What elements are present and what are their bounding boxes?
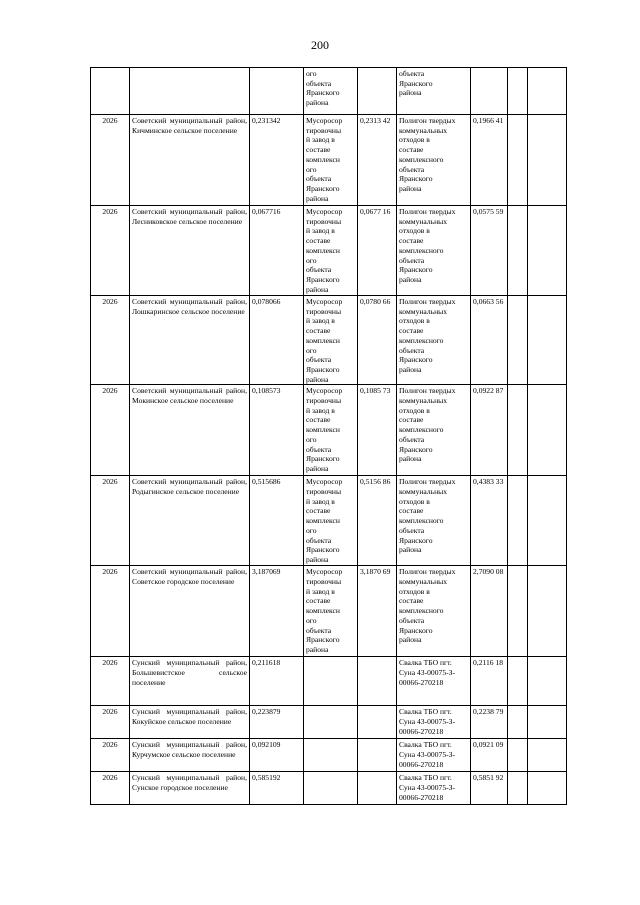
waste-flow-table	[90, 67, 567, 805]
empty-cell	[528, 706, 567, 739]
cell-line: комплексного	[399, 335, 444, 345]
cell-line: Суна 43-00075-З-	[399, 717, 455, 727]
cell-line: объекта	[306, 535, 332, 545]
year-cell: 2026	[91, 206, 130, 296]
cell-line: комплексн	[306, 154, 340, 164]
destination-cell	[397, 68, 471, 115]
cell-line: составе	[399, 596, 424, 606]
cell-line: Яранского	[306, 183, 340, 193]
cell-line: района	[399, 88, 422, 98]
empty-cell	[508, 68, 528, 115]
cell-line: объекта	[306, 78, 332, 88]
destination-cell	[397, 739, 471, 772]
cell-line: Яранского	[306, 635, 340, 645]
cell-line: комплексн	[306, 245, 340, 255]
cell-line: Мусоросор	[306, 567, 343, 577]
volume-cell: 0,078066	[250, 296, 304, 385]
cell-line: тировочны	[306, 216, 342, 226]
cell-line: ого	[306, 69, 317, 78]
table-row	[91, 706, 567, 739]
cell-line: коммунальных	[399, 396, 448, 406]
cell-line: составе	[399, 145, 424, 155]
empty-cell	[528, 476, 567, 566]
cell-line: Яранского	[399, 535, 433, 545]
cell-line: комплексного	[399, 245, 444, 255]
facility-cell	[304, 385, 358, 476]
year-cell: 2026	[91, 772, 130, 805]
cell-line: Мусоросор	[306, 477, 343, 487]
cell-line: составе	[306, 506, 331, 516]
cell-line: комплексного	[399, 154, 444, 164]
year-cell: 2026	[91, 657, 130, 706]
territory-cell: Сунский муниципальный район, Сунское городское поселение	[130, 772, 250, 805]
cell-line: тировочны	[306, 487, 342, 497]
territory-cell: Советский муниципальный район, Кичминское сельское поселение	[130, 115, 250, 206]
cell-line: составе	[306, 236, 331, 246]
cell-line: Свалка ТБО пгт.	[399, 707, 452, 717]
cell-line: Суна 43-00075-З-	[399, 750, 455, 760]
cell-line: Полигон твердых	[399, 297, 456, 306]
volume-cell: 0,067716	[250, 206, 304, 296]
cell-line: Яранского	[306, 88, 340, 98]
processed-volume-cell	[358, 68, 397, 115]
cell-line: Яранского	[306, 454, 340, 464]
territory-cell: Сунский муниципальный район, Кокуйское сельское поселение	[130, 706, 250, 739]
cell-line: составе	[399, 236, 424, 246]
cell-line: Свалка ТБО пгт.	[399, 773, 452, 783]
cell-line: комплексн	[306, 516, 340, 526]
cell-line: составе	[306, 596, 331, 606]
cell-line: отходов в	[399, 226, 430, 236]
cell-line: Полигон твердых	[399, 116, 456, 125]
volume-cell: 0,092109	[250, 739, 304, 772]
disposed-volume-cell: 0,0922 87	[471, 385, 508, 476]
cell-line: объекта	[306, 355, 332, 365]
cell-line: комплексн	[306, 335, 340, 345]
empty-cell	[508, 206, 528, 296]
empty-cell	[528, 657, 567, 706]
cell-line: района	[306, 374, 329, 384]
destination-cell	[397, 706, 471, 739]
cell-line: объекта	[399, 434, 425, 444]
territory-cell: Советский муниципальный район, Лошкаринское сельское поселение	[130, 296, 250, 385]
cell-line: объекта	[306, 625, 332, 635]
cell-line: Полигон твердых	[399, 207, 456, 216]
table-row	[91, 772, 567, 805]
territory-cell: Сунский муниципальный район, Большевистское сельское поселение	[130, 657, 250, 706]
cell-line: коммунальных	[399, 306, 448, 316]
cell-line: Яранского	[399, 174, 433, 184]
cell-line: составе	[306, 415, 331, 425]
facility-cell	[304, 68, 358, 115]
facility-cell	[304, 706, 358, 739]
continuation-row	[91, 68, 567, 115]
cell-line: Яранского	[306, 545, 340, 555]
disposed-volume-cell: 2,7090 08	[471, 566, 508, 657]
cell-line: района	[399, 635, 422, 645]
cell-line: Яранского	[399, 355, 433, 365]
cell-line: коммунальных	[399, 487, 448, 497]
empty-cell	[508, 385, 528, 476]
cell-line: комплексн	[306, 425, 340, 435]
territory-cell: Советский муниципальный район, Советское городское поселение	[130, 566, 250, 657]
territory-cell: Советский муниципальный район, Родыгинское сельское поселение	[130, 476, 250, 566]
cell-line: Свалка ТБО пгт.	[399, 740, 452, 750]
disposed-volume-cell: 0,0575 59	[471, 206, 508, 296]
disposed-volume-cell	[471, 68, 508, 115]
cell-line: й завод в	[306, 316, 335, 326]
empty-cell	[528, 772, 567, 805]
table-row	[91, 115, 567, 206]
cell-line: Мусоросор	[306, 297, 343, 306]
cell-line: составе	[399, 506, 424, 516]
empty-cell	[508, 476, 528, 566]
disposed-volume-cell: 0,1966 41	[471, 115, 508, 206]
year-cell: 2026	[91, 706, 130, 739]
cell-line: ого	[306, 525, 317, 535]
cell-line: отходов в	[399, 496, 430, 506]
year-cell: 2026	[91, 566, 130, 657]
cell-line: комплексного	[399, 425, 444, 435]
cell-line: Яранского	[399, 78, 433, 88]
empty-cell	[508, 566, 528, 657]
table-body	[91, 68, 567, 805]
cell-line: отходов в	[399, 135, 430, 145]
volume-cell	[250, 68, 304, 115]
cell-line: объекта	[399, 255, 425, 265]
destination-cell	[397, 296, 471, 385]
cell-line: Яранского	[306, 274, 340, 284]
cell-line: отходов в	[399, 405, 430, 415]
empty-cell	[528, 68, 567, 115]
cell-line: района	[306, 554, 329, 564]
territory-cell: Сунский муниципальный район, Курчумское сельское поселение	[130, 739, 250, 772]
page-number: 200	[311, 38, 329, 52]
cell-line: тировочны	[306, 577, 342, 587]
cell-line: составе	[399, 415, 424, 425]
empty-cell	[508, 772, 528, 805]
processed-volume-cell	[358, 739, 397, 772]
territory-cell: Советский муниципальный район, Мокинское сельское поселение	[130, 385, 250, 476]
facility-cell	[304, 772, 358, 805]
cell-line: ого	[306, 164, 317, 174]
cell-line: Свалка ТБО пгт.	[399, 658, 452, 668]
disposed-volume-cell: 0,0663 56	[471, 296, 508, 385]
cell-line: комплексного	[399, 516, 444, 526]
volume-cell: 3,187069	[250, 566, 304, 657]
disposed-volume-cell: 0,2238 79	[471, 706, 508, 739]
year-cell: 2026	[91, 115, 130, 206]
cell-line: 00066-270218	[399, 792, 444, 802]
processed-volume-cell: 3,1870 69	[358, 566, 397, 657]
year-cell: 2026	[91, 739, 130, 772]
cell-line: района	[399, 545, 422, 555]
cell-line: Суна 43-00075-З-	[399, 783, 455, 793]
destination-cell	[397, 566, 471, 657]
empty-cell	[528, 115, 567, 206]
cell-line: Яранского	[399, 265, 433, 275]
cell-line: составе	[306, 326, 331, 336]
empty-cell	[508, 706, 528, 739]
cell-line: объекта	[306, 265, 332, 275]
volume-cell: 0,515686	[250, 476, 304, 566]
territory-cell	[130, 68, 250, 115]
processed-volume-cell	[358, 706, 397, 739]
cell-line: района	[306, 193, 329, 203]
cell-line: объекта	[399, 525, 425, 535]
destination-cell	[397, 772, 471, 805]
table-row	[91, 476, 567, 566]
empty-cell	[508, 115, 528, 206]
processed-volume-cell: 0,2313 42	[358, 115, 397, 206]
table-row	[91, 385, 567, 476]
destination-cell	[397, 115, 471, 206]
cell-line: района	[306, 644, 329, 654]
empty-cell	[508, 657, 528, 706]
facility-cell	[304, 115, 358, 206]
facility-cell	[304, 296, 358, 385]
table-row	[91, 657, 567, 706]
cell-line: 00066-270218	[399, 726, 444, 736]
facility-cell	[304, 476, 358, 566]
disposed-volume-cell: 0,0921 09	[471, 739, 508, 772]
destination-cell	[397, 657, 471, 706]
processed-volume-cell: 0,0677 16	[358, 206, 397, 296]
cell-line: отходов в	[399, 316, 430, 326]
processed-volume-cell	[358, 657, 397, 706]
cell-line: ого	[306, 345, 317, 355]
volume-cell: 0,211618	[250, 657, 304, 706]
cell-line: ого	[306, 434, 317, 444]
table-row	[91, 296, 567, 385]
cell-line: 00066-270218	[399, 677, 444, 687]
cell-line: Полигон твердых	[399, 477, 456, 487]
processed-volume-cell: 0,1085 73	[358, 385, 397, 476]
cell-line: ого	[306, 615, 317, 625]
empty-cell	[528, 385, 567, 476]
empty-cell	[528, 566, 567, 657]
cell-line: й завод в	[306, 586, 335, 596]
destination-cell	[397, 206, 471, 296]
cell-line: комплексного	[399, 606, 444, 616]
cell-line: коммунальных	[399, 577, 448, 587]
cell-line: й завод в	[306, 405, 335, 415]
empty-cell	[528, 739, 567, 772]
cell-line: ого	[306, 255, 317, 265]
volume-cell: 0,231342	[250, 115, 304, 206]
cell-line: тировочны	[306, 306, 342, 316]
cell-line: Полигон твердых	[399, 386, 456, 396]
cell-line: объекта	[399, 69, 425, 78]
cell-line: объекта	[399, 164, 425, 174]
cell-line: района	[399, 274, 422, 284]
empty-cell	[528, 296, 567, 385]
facility-cell	[304, 739, 358, 772]
facility-cell	[304, 566, 358, 657]
cell-line: Мусоросор	[306, 207, 343, 216]
facility-cell	[304, 657, 358, 706]
cell-line: Полигон твердых	[399, 567, 456, 577]
cell-line: составе	[399, 326, 424, 336]
disposed-volume-cell: 0,4383 33	[471, 476, 508, 566]
volume-cell: 0,223879	[250, 706, 304, 739]
cell-line: комплексн	[306, 606, 340, 616]
cell-line: Яранского	[399, 625, 433, 635]
processed-volume-cell	[358, 772, 397, 805]
cell-line: района	[306, 98, 329, 108]
cell-line: составе	[306, 145, 331, 155]
cell-line: коммунальных	[399, 216, 448, 226]
cell-line: объекта	[306, 444, 332, 454]
facility-cell	[304, 206, 358, 296]
cell-line: Суна 43-00075-З-	[399, 668, 455, 678]
year-cell	[91, 68, 130, 115]
cell-line: объекта	[399, 345, 425, 355]
cell-line: Мусоросор	[306, 116, 343, 125]
cell-line: Яранского	[399, 444, 433, 454]
empty-cell	[528, 206, 567, 296]
cell-line: района	[399, 364, 422, 374]
cell-line: Мусоросор	[306, 386, 343, 396]
disposed-volume-cell: 0,2116 18	[471, 657, 508, 706]
cell-line: 00066-270218	[399, 759, 444, 769]
cell-line: й завод в	[306, 135, 335, 145]
disposed-volume-cell: 0,5851 92	[471, 772, 508, 805]
cell-line: района	[306, 463, 329, 473]
cell-line: района	[399, 454, 422, 464]
cell-line: отходов в	[399, 586, 430, 596]
year-cell: 2026	[91, 385, 130, 476]
cell-line: объекта	[306, 174, 332, 184]
volume-cell: 0,108573	[250, 385, 304, 476]
territory-cell: Советский муниципальный район, Лесниковское сельское поселение	[130, 206, 250, 296]
cell-line: й завод в	[306, 496, 335, 506]
table-row	[91, 206, 567, 296]
cell-line: района	[399, 183, 422, 193]
destination-cell	[397, 476, 471, 566]
processed-volume-cell: 0,0780 66	[358, 296, 397, 385]
cell-line: объекта	[399, 615, 425, 625]
empty-cell	[508, 739, 528, 772]
year-cell: 2026	[91, 296, 130, 385]
processed-volume-cell: 0,5156 86	[358, 476, 397, 566]
table-row	[91, 566, 567, 657]
empty-cell	[508, 296, 528, 385]
cell-line: Яранского	[306, 364, 340, 374]
volume-cell: 0,585192	[250, 772, 304, 805]
cell-line: тировочны	[306, 125, 342, 135]
table-row	[91, 739, 567, 772]
cell-line: й завод в	[306, 226, 335, 236]
destination-cell	[397, 385, 471, 476]
cell-line: тировочны	[306, 396, 342, 406]
cell-line: района	[306, 284, 329, 294]
cell-line: коммунальных	[399, 125, 448, 135]
year-cell: 2026	[91, 476, 130, 566]
